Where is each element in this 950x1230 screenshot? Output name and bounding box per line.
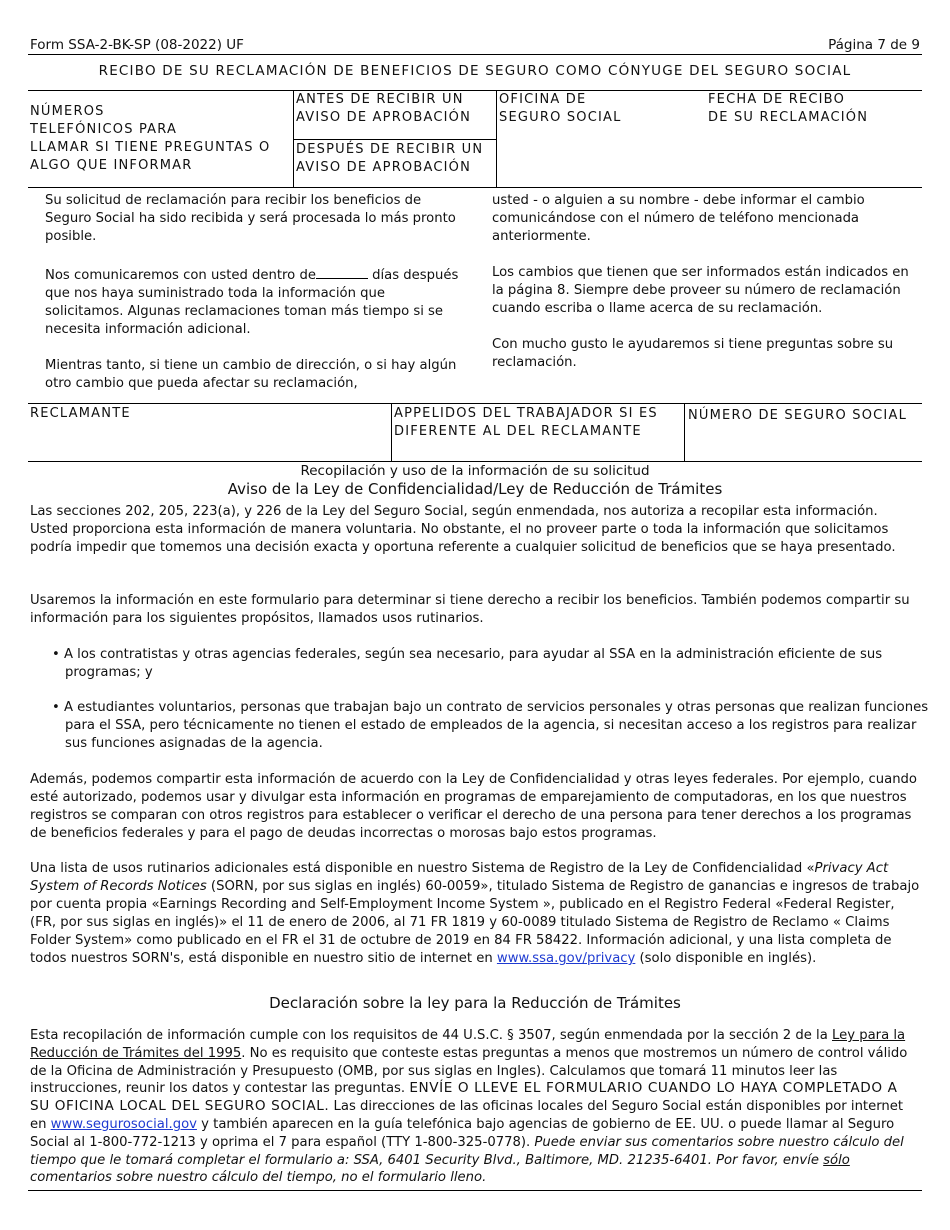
- privacy-paragraph-2: Usaremos la información en este formulario para determinar si tiene derecho a recibir los beneficios. También podemos compartir su información para los siguientes propósitos, llamados usos rutinarios.: [30, 593, 910, 626]
- paperwork-act-link[interactable]: Ley para la Reducción de Trámites del 1995: [30, 1028, 906, 1061]
- days-blank[interactable]: [316, 264, 368, 279]
- footer-rule: [28, 1190, 922, 1191]
- receipt-date-label: FECHA DE RECIBO DE SU RECLAMACIÓN: [708, 92, 869, 125]
- segurosocial-link[interactable]: www.segurosocial.gov: [50, 1116, 197, 1132]
- ssn-label: NÚMERO DE SEGURO SOCIAL: [688, 408, 908, 423]
- claimant-label: RECLAMANTE: [30, 406, 131, 421]
- receipt-left-column: Su solicitud de reclamación para recibir los beneficios de Seguro Social ha sido recibida y será procesada lo más pronto posible. Nos comunicaremos con usted dentro de días después que nos haya suministrado toda la información que solicitamos. Algunas reclamaciones toman más tiempo si se necesita información adicional. Mientras tanto, si tiene un cambio de dirección, o si hay algún otro cambio que pueda afectar su reclamación,: [45, 193, 459, 391]
- receipt-right-column: usted - o alguien a su nombre - debe informar el cambio comunicándose con el número de teléfono mencionada anteriormente. Los cambios que tienen que ser informados están indicados en la página 8. Siempre debe proveer su número de reclamación cuando escriba o llame acerca de su reclamación. Con mucho gusto le ayudaremos si tiene preguntas sobre su reclamación.: [492, 193, 909, 370]
- after-approval-label: DESPUÉS DE RECIBIR UN AVISO DE APROBACIÓN: [296, 142, 484, 175]
- routine-use-bullet-2: • A estudiantes voluntarios, personas que trabajan bajo un contrato de servicios personales y otras personas que realizan funciones para el SSA, pero técnicamente no tienen el estado de empleados de la agencia, si necesitan acceso a los registros para realizar sus funciones asignadas de la agencia.: [52, 700, 929, 751]
- phone-numbers-label: NÚMEROS TELEFÓNICOS PARA LLAMAR SI TIENE PREGUNTAS O ALGO QUE INFORMAR: [30, 104, 271, 173]
- privacy-paragraph-1: Las secciones 202, 205, 223(a), y 226 de la Ley del Seguro Social, según enmendada, nos autoriza a recopilar esta información. Usted proporciona esta información de manera voluntaria. No obstante, el no proveer parte o toda la información que solicitamos podría impedir que tomemos una decisión exacta y oportuna referente a cualquier solicitud de beneficios que se haya presentado.: [30, 504, 896, 555]
- privacy-heading-2: Aviso de la Ley de Confidencialidad/Ley de Reducción de Trámites: [227, 480, 723, 498]
- form-id: Form SSA-2-BK-SP (08-2022) UF: [30, 37, 244, 53]
- routine-use-bullet-1: • A los contratistas y otras agencias federales, según sea necesario, para ayudar al SSA en la administración eficiente de sus programas; y: [52, 647, 883, 680]
- privacy-link[interactable]: www.ssa.gov/privacy: [496, 951, 636, 966]
- page-number: Página 7 de 9: [828, 37, 920, 53]
- ssa-office-label: OFICINA DE SEGURO SOCIAL: [499, 92, 622, 125]
- header-rule: [28, 54, 922, 55]
- privacy-heading-1: Recopilación y uso de la información de su solicitud: [300, 463, 650, 479]
- paperwork-statement: Esta recopilación de información cumple con los requisitos de 44 U.S.C. § 3507, según enmendada por la sección 2 de la Ley para la Reducción de Trámites del 1995. No es requisito que conteste estas preguntas a menos que mostremos un número de control válido de la Oficina de Administración y Presupuesto (OMB, por sus siglas en Ingles). Calculamos que tomará 11 minutos leer las instrucciones, reunir los datos y contestar las preguntas. ENVÍE O LLEVE EL FORMULARIO CUANDO LO HAYA COMPLETADO A SU OFICINA LOCAL DEL SEGURO SOCIAL. Las direcciones de las oficinas locales del Seguro Social están disponibles por internet en www.segurosocial.gov y también aparecen en la guía telefónica bajo agencias de gobierno de EE. UU. o puede llamar al Seguro Social al 1-800-772-1213 y oprima el 7 para español (TTY 1-800-325-0778). Puede enviar sus comentarios sobre nuestro cálculo del tiempo que le tomará completar el formulario a: SSA, 6401 Security Blvd., Baltimore, MD. 21235-6401. Por favor, envíe sólo comentarios sobre nuestro cálculo del tiempo, no el formulario lleno.: [30, 1028, 908, 1186]
- paperwork-heading: Declaración sobre la ley para la Reducción de Trámites: [269, 994, 681, 1012]
- privacy-paragraph-4: Una lista de usos rutinarios adicionales está disponible en nuestro Sistema de Registro de la Ley de Confidencialidad «Privacy Act System of Records Notices (SORN, por sus siglas en inglés) 60-0059», titulado Sistema de Registro de ganancias e ingresos de trabajo por cuenta propia «Earnings Recording and Self-Employment Income System », publicado en el Registro Federal «Federal Register, (FR, por sus siglas en inglés)» el 11 de enero de 2006, al 71 FR 1819 y 60-0089 titulado Sistema de Registro de Reclamo « Claims Folder System» como publicado en el FR el 31 de octubre de 2019 en 84 FR 58422. Información adicional, y una lista completa de todos nuestros SORN's, está disponible en nuestro sitio de internet en www.ssa.gov/privacy (solo disponible en inglés).: [30, 861, 920, 966]
- receipt-title: RECIBO DE SU RECLAMACIÓN DE BENEFICIOS DE SEGURO COMO CÓNYUGE DEL SEGURO SOCIAL: [98, 63, 852, 79]
- before-approval-label: ANTES DE RECIBIR UN AVISO DE APROBACIÓN: [296, 92, 472, 125]
- worker-surname-label: APPELIDOS DEL TRABAJADOR SI ES DIFERENTE AL DEL RECLAMANTE: [394, 406, 658, 439]
- privacy-paragraph-3: Además, podemos compartir esta información de acuerdo con la Ley de Confidencialidad y otras leyes federales. Por ejemplo, cuando esté autorizado, podemos usar y divulgar esta información en programas de emparejamiento de computadoras, en los que nuestros registros se comparan con otros registros para establecer o verificar el derecho de una persona para tener derechos a los programas de beneficios federales y para el pago de deudas incorrectas o morosas bajo estos programas.: [30, 772, 917, 841]
